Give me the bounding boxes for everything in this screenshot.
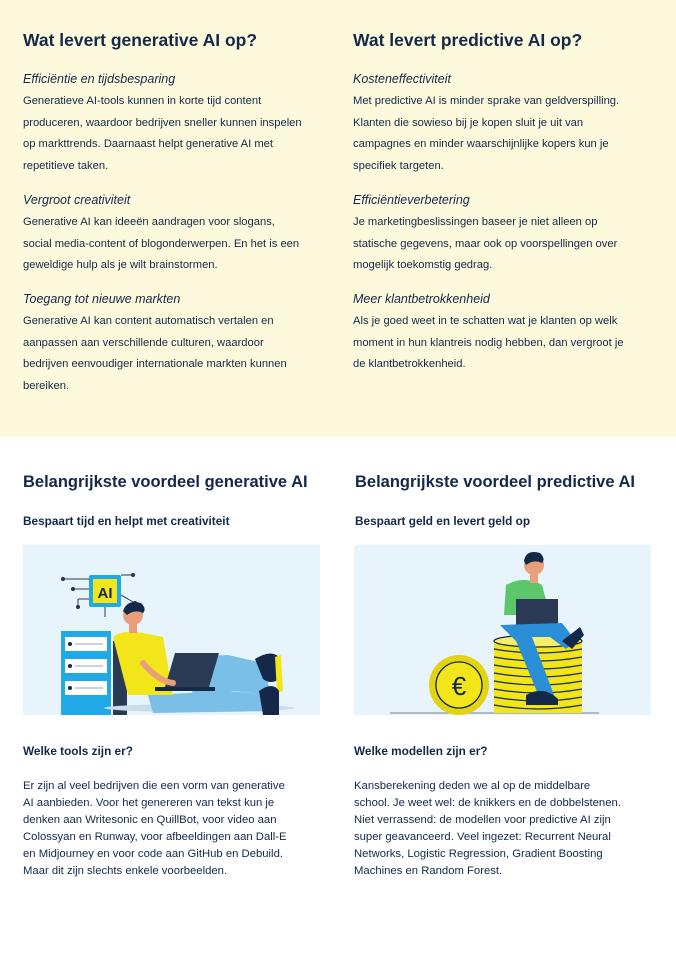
generative-benefit-heading: Belangrijkste voordeel generative AI xyxy=(23,473,308,491)
predictive-illustration xyxy=(354,545,651,715)
generative-output-column xyxy=(23,29,323,398)
ai-chip-label: AI xyxy=(97,585,113,602)
block-line: Generatieve AI-tools kunnen in korte tijd content xyxy=(23,95,262,107)
block-line: specifiek targeten. xyxy=(353,160,444,173)
block-line: moment in hun klantreis nodig hebben, dan vergroot je xyxy=(353,336,624,349)
block-line: aanpassen aan verschillende culturen, waardoor xyxy=(23,336,264,349)
tools-line: en Midjourney en voor code aan GitHub en Debuild. xyxy=(23,848,283,860)
tools-line: denken aan Writesonic en QuillBot, voor video aan xyxy=(23,814,277,826)
block-line: geweldige hulp als je wilt brainstormen. xyxy=(23,259,218,272)
block-line: Met predictive AI is minder sprake van geldverspilling. xyxy=(353,95,620,107)
predictive-output-column xyxy=(353,29,653,376)
block-line: repetitieve taken. xyxy=(23,160,109,173)
block-line: Als je goed weet in te schatten wat je klanten op welk xyxy=(353,314,618,327)
predictive-benefit-section xyxy=(355,471,655,529)
block-line: Generative AI kan content automatisch vertalen en xyxy=(23,314,274,327)
block-line: social media-content of blogonderwerpen. En het is een xyxy=(23,237,300,250)
models-line: school. Je weet wel: de knikkers en de dobbelstenen. xyxy=(354,797,621,809)
block-line: bedrijven eenvoudiger internationale markten kunnen xyxy=(23,358,287,371)
block-title: Vergroot creativiteit xyxy=(23,192,131,207)
generative-benefit-subheading: Bespaart tijd en helpt met creativiteit xyxy=(23,514,230,528)
generative-output-heading: Wat levert generative AI op? xyxy=(23,30,258,50)
models-line: Networks, Logistic Regression, Gradient Boosting xyxy=(354,848,603,860)
block-line: Generative AI kan ideeën aandragen voor slogans, xyxy=(23,215,275,228)
block-title: Efficiëntieverbetering xyxy=(353,192,470,207)
predictive-benefit-subheading: Bespaart geld en levert geld op xyxy=(355,514,531,528)
models-heading: Welke modellen zijn er? xyxy=(354,744,488,758)
block-title: Meer klantbetrokkenheid xyxy=(353,291,490,306)
models-section xyxy=(354,743,654,880)
block-line: mogelijk toekomstig gedrag. xyxy=(353,259,493,272)
tools-line: AI aanbieden. Voor het genereren van tekst kun je xyxy=(23,797,275,809)
tools-line: Er zijn al veel bedrijven die een vorm van generative xyxy=(23,780,285,792)
models-line: Kansberekening deden we al op de middelbare xyxy=(354,780,591,792)
generative-illustration xyxy=(23,545,320,715)
block-line: Klanten die sowieso bij je kopen sluit je uit van xyxy=(353,116,584,129)
block-line: bereiken. xyxy=(23,380,70,393)
block-title: Toegang tot nieuwe markten xyxy=(23,291,181,306)
models-line: super geavanceerd. Veel ingezet: Recurrent Neural xyxy=(354,831,611,843)
predictive-benefit-heading: Belangrijkste voordeel predictive AI xyxy=(355,473,635,491)
block-line: de klantbetrokkenheid. xyxy=(353,358,466,371)
block-title: Kosteneffectiviteit xyxy=(353,72,451,86)
block-line: campagnes en minder waarschijnlijke kopers kun je xyxy=(353,138,609,151)
block-line: statische gegevens, maar ook op voorspellingen over xyxy=(353,237,618,250)
block-line: Je marketingbeslissingen baseer je niet alleen op xyxy=(353,215,598,228)
models-line: Niet verrassend: de modellen voor predictive AI zijn xyxy=(354,814,611,826)
block-title: Efficiëntie en tijdsbesparing xyxy=(23,72,176,86)
predictive-output-heading: Wat levert predictive AI op? xyxy=(353,30,583,50)
block-line: op markttrends. Daarnaast helpt generative AI met xyxy=(23,138,273,151)
euro-coin-symbol: € xyxy=(451,671,467,701)
generative-benefit-section xyxy=(23,471,323,529)
block-line: produceren, waardoor bedrijven sneller kunnen inspelen xyxy=(23,116,302,129)
tools-section xyxy=(23,743,323,880)
tools-heading: Welke tools zijn er? xyxy=(23,744,133,758)
tools-line: Maar dit zijn slechts enkele voorbeelden. xyxy=(23,865,228,877)
tools-line: Colossyan en Runway, voor afbeeldingen aan Dall-E xyxy=(23,831,287,843)
models-line: Machines en Random Forest. xyxy=(354,865,503,877)
